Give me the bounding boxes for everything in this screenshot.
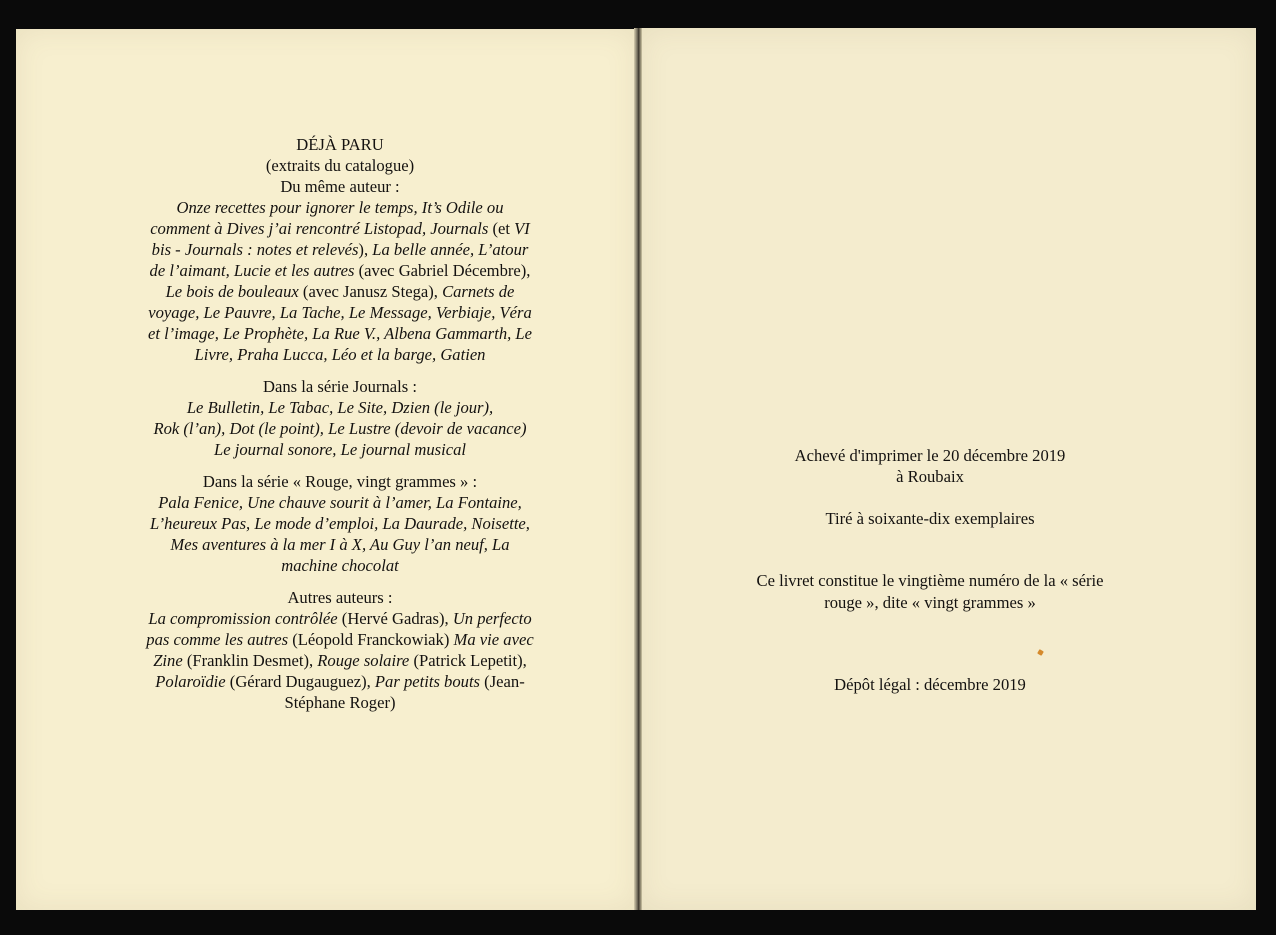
- title-text: comment à Dives j’ai rencontré Listopad, Journals: [150, 219, 489, 238]
- plain-text: (Léopold Franckowiak): [288, 630, 454, 649]
- series-rouge-list: [125, 492, 555, 576]
- plain-text: (avec Gabriel Décembre),: [354, 261, 531, 280]
- same-author-list: [125, 197, 555, 365]
- other-authors-list: [125, 608, 555, 713]
- plain-text: (avec Janusz Stega),: [298, 282, 443, 301]
- title-text: La compromission contrôlée: [148, 609, 338, 628]
- catalogue-column: [125, 134, 555, 713]
- title-text: VI: [514, 219, 530, 238]
- legal-deposit: Dépôt légal : décembre 2019: [834, 675, 1026, 694]
- catalogue-line: [125, 671, 555, 692]
- catalogue-line: [125, 534, 555, 555]
- plain-text: (Hervé Gadras),: [337, 609, 453, 628]
- other-authors-label: Autres auteurs :: [287, 588, 393, 607]
- plain-text: (Jean-: [480, 672, 525, 691]
- printed-place: à Roubaix: [896, 467, 964, 486]
- catalogue-line: [125, 439, 555, 460]
- catalogue-line: [125, 397, 555, 418]
- title-text: Rouge solaire: [317, 651, 410, 670]
- title-text: et l’image, Le Prophète, La Rue V., Albena Gammarth, Le: [147, 324, 533, 343]
- same-author-label: Du même auteur :: [280, 177, 400, 196]
- catalogue-line: [125, 239, 555, 260]
- catalogue-line: [125, 629, 555, 650]
- title-text: bis - Journals : notes et relevés: [151, 240, 359, 259]
- title-text: Par petits bouts: [374, 672, 481, 691]
- catalogue-heading: DÉJÀ PARU: [296, 135, 384, 154]
- title-text: Livre, Praha Lucca, Léo et la barge, Gatien: [194, 345, 486, 364]
- catalogue-line: [125, 555, 555, 576]
- booklet-number-line1: Ce livret constitue le vingtième numéro de la « série: [756, 571, 1104, 590]
- plain-text: (et: [488, 219, 515, 238]
- title-text: La belle année, L’atour: [372, 240, 529, 259]
- series-journals-label: Dans la série Journals :: [263, 377, 417, 396]
- catalogue-subheading: (extraits du catalogue): [265, 156, 415, 175]
- plain-text: (Gérard Dugauguez),: [225, 672, 375, 691]
- catalogue-line: [125, 650, 555, 671]
- title-text: pas comme les autres: [146, 630, 289, 649]
- colophon-column: [735, 0, 1125, 935]
- title-text: Ma vie avec: [453, 630, 534, 649]
- title-text: Onze recettes pour ignorer le temps, It’s Odile ou: [176, 198, 504, 217]
- catalogue-line: [125, 218, 555, 239]
- catalogue-line: [125, 608, 555, 629]
- catalogue-line: [125, 492, 555, 513]
- title-text: Le bois de bouleaux: [165, 282, 299, 301]
- title-text: Le Bulletin, Le Tabac, Le Site, Dzien (le jour),: [186, 398, 494, 417]
- catalogue-line: [125, 344, 555, 365]
- plain-text: (Franklin Desmet),: [182, 651, 318, 670]
- plain-text: Stéphane Roger): [284, 693, 396, 712]
- catalogue-line: [125, 692, 555, 713]
- title-text: de l’aimant, Lucie et les autres: [149, 261, 355, 280]
- title-text: Carnets de: [442, 282, 515, 301]
- plain-text: ),: [358, 240, 373, 259]
- catalogue-line: [125, 418, 555, 439]
- series-journals-list: [125, 397, 555, 460]
- title-text: L’heureux Pas, Le mode d’emploi, La Daurade, Noisette,: [150, 514, 530, 533]
- book-gutter: [634, 28, 642, 910]
- title-text: Polaroïdie: [155, 672, 226, 691]
- booklet-number-line2: rouge », dite « vingt grammes »: [824, 593, 1036, 612]
- printed-date: Achevé d'imprimer le 20 décembre 2019: [794, 446, 1066, 465]
- title-text: Pala Fenice, Une chauve sourit à l’amer, La Fontaine,: [158, 493, 522, 512]
- series-rouge-label: Dans la série « Rouge, vingt grammes » :: [202, 472, 478, 491]
- title-text: voyage, Le Pauvre, La Tache, Le Message, Verbiaje, Véra: [148, 303, 532, 322]
- catalogue-line: [125, 197, 555, 218]
- title-text: Un perfecto: [452, 609, 532, 628]
- title-text: Mes aventures à la mer I à X, Au Guy l’an neuf, La: [170, 535, 510, 554]
- catalogue-line: [125, 513, 555, 534]
- plain-text: (Patrick Lepetit),: [409, 651, 527, 670]
- catalogue-line: [125, 302, 555, 323]
- catalogue-line: [125, 323, 555, 344]
- title-text: machine chocolat: [281, 556, 399, 575]
- title-text: Zine: [153, 651, 183, 670]
- title-text: Le journal sonore, Le journal musical: [214, 440, 466, 459]
- catalogue-line: [125, 260, 555, 281]
- title-text: Rok (l’an), Dot (le point), Le Lustre (devoir de vacance): [153, 419, 527, 438]
- catalogue-line: [125, 281, 555, 302]
- print-run: Tiré à soixante-dix exemplaires: [825, 509, 1035, 528]
